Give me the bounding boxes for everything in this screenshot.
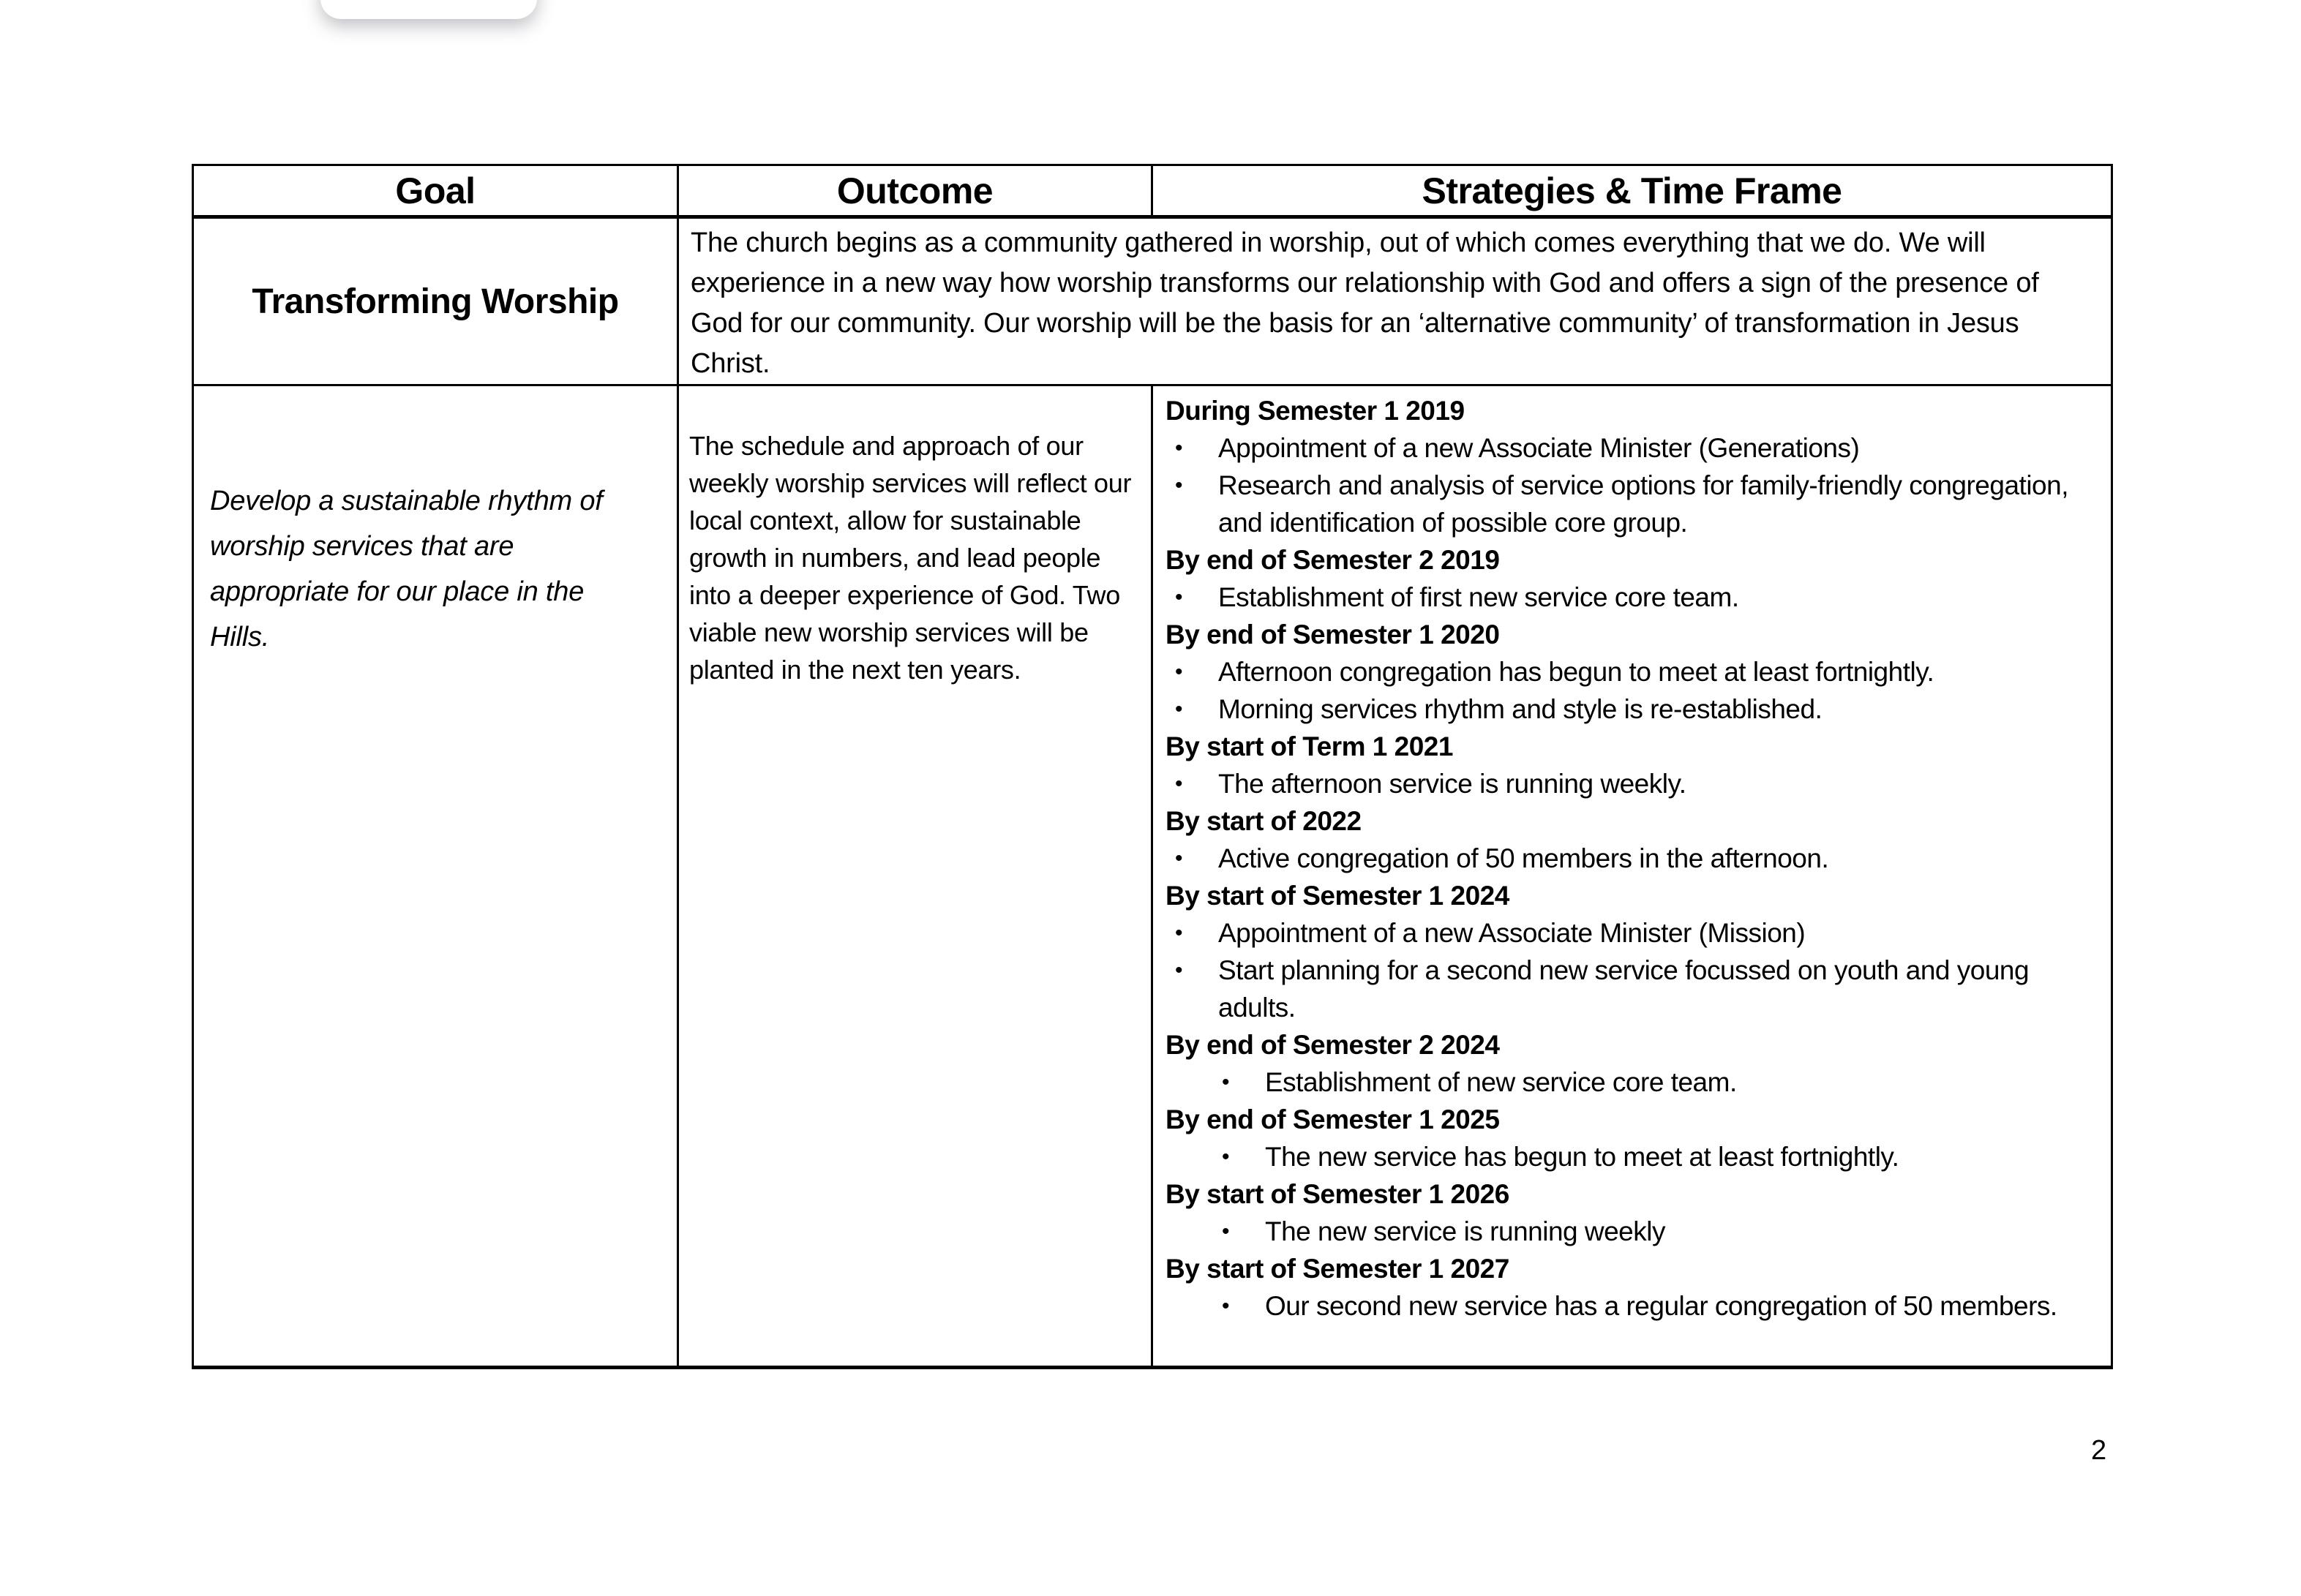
bullet-icon: • xyxy=(1175,660,1183,684)
goal-transforming-worship: Transforming Worship xyxy=(252,282,619,321)
strategy-bullet-item xyxy=(1165,1138,2082,1175)
bullet-icon: • xyxy=(1222,1294,1230,1318)
strategy-timeframe-heading: By start of Term 1 2021 xyxy=(1165,731,1453,761)
bullet-icon: • xyxy=(1175,585,1183,609)
worship-summary-text: The church begins as a community gathered in worship, out of which comes everything that we do. We will experience in a new way how worship transforms our relationship with God and offers a sign of the presence of God for our community. Our worship will be the basis for an ‘alternative community’ of transformation in Jesus Christ. xyxy=(691,227,2039,379)
strategy-timeframe-heading: During Semester 1 2019 xyxy=(1165,396,1465,426)
strategy-bullet-item xyxy=(1165,1287,2082,1325)
strategy-bullet-text: The new service is running weekly xyxy=(1265,1216,1665,1246)
bullet-icon: • xyxy=(1222,1219,1230,1243)
strategy-bullet-text: Our second new service has a regular congregation of 50 members. xyxy=(1265,1291,2057,1321)
detail-goal-cell xyxy=(193,385,678,1368)
strategy-timeframe-heading: By end of Semester 2 2019 xyxy=(1165,545,1500,575)
goal-cell xyxy=(193,217,678,385)
strategy-bullet-item xyxy=(1165,952,2082,1026)
strategy-timeframe-heading: By end of Semester 2 2024 xyxy=(1165,1030,1500,1060)
strategy-timeframe-heading: By start of Semester 1 2024 xyxy=(1165,881,1509,911)
strategy-bullet-text: The afternoon service is running weekly. xyxy=(1218,769,1686,799)
strategy-bullet-text: Establishment of first new service core team. xyxy=(1218,582,1739,612)
bullet-icon: • xyxy=(1175,921,1183,945)
detail-strategies-cell xyxy=(1152,385,2112,1368)
strategic-plan-table xyxy=(192,164,2113,1369)
detail-row xyxy=(193,385,2112,1368)
strategy-bullet-item xyxy=(1165,429,2082,467)
transforming-worship-row xyxy=(193,217,2112,385)
bullet-icon: • xyxy=(1175,846,1183,870)
strategy-bullet-text: Research and analysis of service options for family-friendly congregation, and identification of possible core group. xyxy=(1218,470,2068,538)
strategy-bullet-item xyxy=(1165,840,2082,877)
bullet-icon: • xyxy=(1175,697,1183,721)
strategy-bullet-text: Appointment of a new Associate Minister (Mission) xyxy=(1218,918,1806,948)
strategy-bullet-text: Start planning for a second new service focussed on youth and young adults. xyxy=(1218,955,2030,1023)
strategy-timeframe-heading: By start of Semester 1 2026 xyxy=(1165,1179,1509,1209)
goal-sustainable-rhythm-text: Develop a sustainable rhythm of worship services that are appropriate for our place in the Hills. xyxy=(210,486,603,652)
strategy-bullet-item xyxy=(1165,1213,2082,1250)
page-number: 2 xyxy=(2091,1435,2107,1466)
strategy-bullet-text: Active congregation of 50 members in the afternoon. xyxy=(1218,843,1829,873)
bullet-icon: • xyxy=(1222,1070,1230,1094)
strategy-bullet-text: Morning services rhythm and style is re-established. xyxy=(1218,694,1823,724)
strategy-bullet-text: Afternoon congregation has begun to meet at least fortnightly. xyxy=(1218,657,1934,687)
strategy-bullet-item xyxy=(1165,765,2082,802)
bullet-icon: • xyxy=(1175,473,1183,497)
detail-outcome-cell xyxy=(678,385,1152,1368)
strategy-timeframe-heading: By start of 2022 xyxy=(1165,806,1362,836)
strategy-timeframe-heading: By end of Semester 1 2025 xyxy=(1165,1104,1500,1134)
column-header-strategies: Strategies & Time Frame xyxy=(1152,165,2112,217)
strategy-bullet-text: Establishment of new service core team. xyxy=(1265,1067,1737,1097)
bullet-icon: • xyxy=(1175,772,1183,796)
bullet-icon: • xyxy=(1175,436,1183,460)
strategy-bullet-text: Appointment of a new Associate Minister (Generations) xyxy=(1218,433,1860,463)
top-shadow-artifact xyxy=(320,0,537,19)
bullet-icon: • xyxy=(1222,1145,1230,1169)
column-header-goal: Goal xyxy=(193,165,678,217)
worship-summary-cell xyxy=(678,217,2112,385)
strategy-bullet-item xyxy=(1165,579,2082,616)
strategy-bullet-text: The new service has begun to meet at least fortnightly. xyxy=(1265,1142,1899,1172)
table-header-row xyxy=(193,165,2112,217)
strategy-bullet-item xyxy=(1165,653,2082,690)
strategies-list xyxy=(1153,386,2111,1325)
bullet-icon: • xyxy=(1175,958,1183,982)
column-header-outcome: Outcome xyxy=(678,165,1152,217)
strategy-bullet-item xyxy=(1165,914,2082,952)
strategy-bullet-item xyxy=(1165,1064,2082,1101)
strategy-bullet-item xyxy=(1165,690,2082,728)
strategy-timeframe-heading: By end of Semester 1 2020 xyxy=(1165,620,1500,650)
strategy-timeframe-heading: By start of Semester 1 2027 xyxy=(1165,1254,1509,1284)
outcome-text: The schedule and approach of our weekly worship services will reflect our local context, allow for sustainable growth in numbers, and lead people into a deeper experience of God. Two viable new worship services will be planted in the next ten years. xyxy=(689,431,1132,685)
strategy-bullet-item xyxy=(1165,467,2082,541)
